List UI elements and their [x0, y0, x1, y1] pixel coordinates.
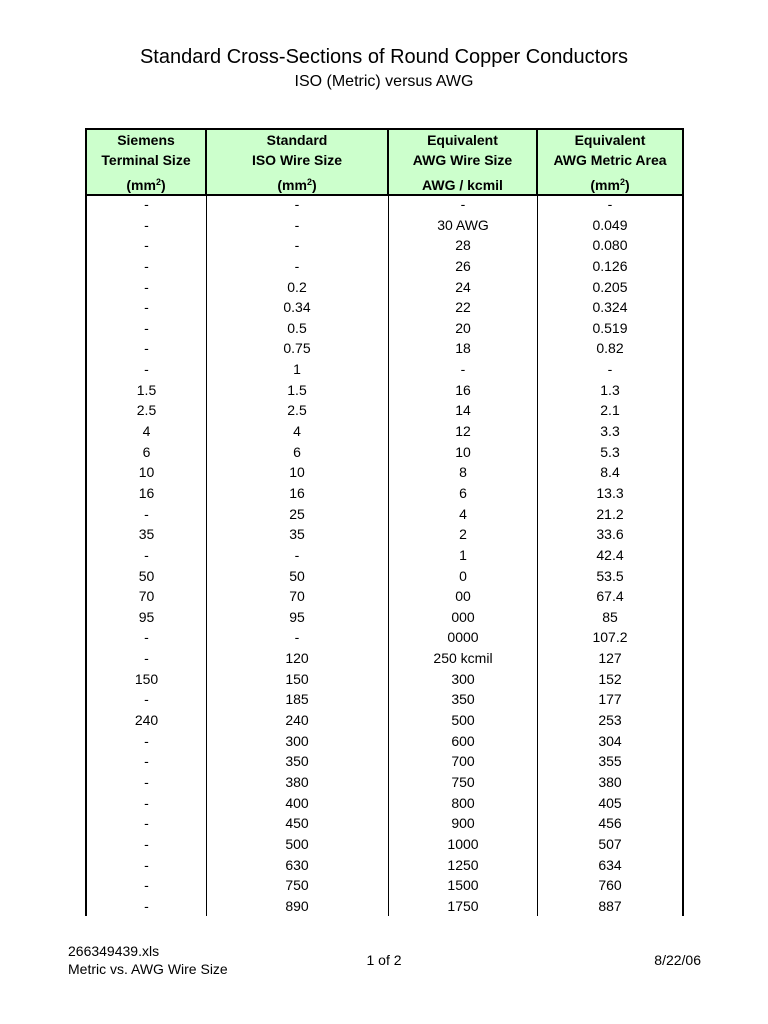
table-cell: 95 [138, 608, 155, 625]
table-cell: - [144, 216, 149, 233]
table-cell: - [144, 299, 149, 316]
table-cell: 70 [289, 588, 305, 605]
table-cell: 507 [598, 835, 622, 852]
table-cell: - [144, 773, 149, 790]
table-row [87, 586, 682, 607]
table-cell: 890 [285, 897, 309, 914]
footer-date: 8/22/06 [654, 952, 701, 968]
table-cell: 1.5 [136, 381, 157, 398]
table-cell: 35 [289, 526, 305, 543]
table-cell: 0.080 [592, 237, 628, 254]
table-cell: 350 [451, 691, 475, 708]
table-row [87, 338, 682, 359]
table-cell: 8 [459, 464, 467, 481]
table-cell: 2.1 [600, 402, 620, 419]
table-row [87, 256, 682, 277]
table-cell: - [607, 361, 613, 378]
table-row [87, 277, 682, 298]
table-row [87, 875, 682, 896]
table-cell: 240 [285, 712, 309, 729]
table-cell: 300 [285, 732, 309, 749]
table-cell: - [294, 546, 300, 563]
table-cell: 1250 [447, 856, 479, 873]
table-cell: 0.34 [283, 299, 311, 316]
table-cell: - [294, 216, 300, 233]
table-row [87, 648, 682, 669]
table-cell: 500 [451, 712, 475, 729]
table-cell: - [144, 753, 149, 770]
table-cell: 1500 [447, 877, 479, 894]
table-row [87, 855, 682, 876]
table-cell: 50 [138, 567, 155, 584]
table-cell: 1.5 [287, 381, 307, 398]
table-cell: 33.6 [596, 526, 624, 543]
table-cell: 6 [142, 443, 151, 460]
table-row [87, 400, 682, 421]
table-cell: 0 [459, 567, 467, 584]
table-cell: 0.5 [287, 319, 307, 336]
table-cell: 500 [285, 835, 309, 852]
table-cell: 177 [598, 691, 622, 708]
table-cell: 0.324 [592, 299, 628, 316]
table-cell: 4 [142, 423, 151, 440]
table-cell: - [144, 361, 149, 378]
table-cell: 450 [285, 815, 309, 832]
table-cell: 4 [293, 423, 301, 440]
table-cell: 00 [455, 588, 471, 605]
table-cell: 750 [451, 773, 475, 790]
table-row [87, 215, 682, 236]
header-equivalent-awg-wire-size: Equivalent AWG Wire Size AWG / kcmil [389, 130, 538, 194]
header-siemens-terminal-size: Siemens Terminal Size $(mm^2)$ [87, 130, 207, 194]
table-cell: 16 [289, 484, 305, 501]
table-body [87, 194, 682, 916]
table-cell: 750 [285, 877, 309, 894]
table-cell: 0.75 [283, 340, 311, 357]
table-cell: - [144, 319, 149, 336]
table-cell: - [144, 629, 149, 646]
table-cell: 380 [285, 773, 309, 790]
table-cell: 240 [134, 712, 159, 729]
table-cell: 456 [598, 815, 622, 832]
table-cell: 10 [455, 443, 471, 460]
table-cell: 1 [293, 361, 301, 378]
table-cell: 2 [459, 526, 467, 543]
table-cell: - [294, 237, 300, 254]
table-row [87, 483, 682, 504]
table-row [87, 504, 682, 525]
table-cell: - [144, 505, 149, 522]
table-cell: - [144, 650, 149, 667]
table-cell: 630 [285, 856, 309, 873]
table-cell: - [294, 196, 300, 212]
table-cell: 185 [285, 691, 309, 708]
table-header [85, 128, 684, 196]
table-row [87, 751, 682, 772]
table-row [87, 566, 682, 587]
table-cell: - [144, 237, 149, 254]
table-cell: 16 [455, 381, 471, 398]
table-row [87, 462, 682, 483]
table-cell: 127 [598, 650, 622, 667]
table-cell: 120 [285, 650, 309, 667]
table-cell: - [144, 278, 149, 295]
table-cell: 3.3 [600, 423, 620, 440]
table-cell: 300 [451, 670, 475, 687]
table-cell: 250 kcmil [433, 650, 493, 667]
table-cell: - [144, 340, 149, 357]
table-cell: 16 [138, 484, 155, 501]
table-row [87, 524, 682, 545]
page-title: Standard Cross-Sections of Round Copper Conductors [139, 46, 629, 68]
table-cell: 67.4 [596, 588, 624, 605]
table-cell: 8.4 [600, 464, 620, 481]
table-cell: - [144, 546, 149, 563]
table-cell: 0.126 [592, 257, 628, 274]
table-cell: 152 [598, 670, 622, 687]
table-cell: - [460, 361, 466, 378]
table-row [87, 607, 682, 628]
table-cell: - [144, 835, 149, 852]
table-cell: 253 [598, 712, 622, 729]
table-row [87, 380, 682, 401]
table-cell: 5.3 [600, 443, 620, 460]
table-cell: 25 [289, 505, 305, 522]
table-cell: 10 [289, 464, 305, 481]
table-row [87, 669, 682, 690]
header-standard-iso-wire-size: Standard ISO Wire Size $(mm^2)$ [207, 130, 389, 194]
table-row [87, 772, 682, 793]
table-row [87, 627, 682, 648]
table-cell: 1750 [447, 897, 479, 914]
table-cell: 1.3 [600, 381, 620, 398]
table-cell: 26 [455, 257, 471, 274]
table-row [87, 235, 682, 256]
table-row [87, 194, 682, 215]
table-cell: 14 [455, 402, 471, 419]
table-cell: - [144, 897, 149, 914]
table-cell: 6 [293, 443, 301, 460]
table-cell: 95 [289, 608, 305, 625]
table-cell: 304 [598, 732, 622, 749]
table-cell: 24 [455, 278, 471, 295]
table-cell: 0000 [447, 629, 479, 646]
table-cell: - [294, 257, 300, 274]
table-cell: - [144, 877, 149, 894]
table-row [87, 442, 682, 463]
table-cell: 0.82 [596, 340, 624, 357]
table-cell: 28 [455, 237, 471, 254]
table-row [87, 297, 682, 318]
table-cell: 634 [598, 856, 622, 873]
table-cell: 42.4 [596, 546, 624, 563]
footer-page-number: 1 of 2 [366, 952, 402, 968]
table-cell: 107.2 [592, 629, 628, 646]
table-cell: - [144, 691, 149, 708]
table-cell: - [144, 732, 149, 749]
footer-sheet-name: Metric vs. AWG Wire Size [68, 961, 228, 977]
table-cell: - [144, 196, 149, 212]
table-row [87, 813, 682, 834]
table-cell: 13.3 [596, 484, 624, 501]
table-cell: 35 [138, 526, 155, 543]
table-cell: 900 [451, 815, 475, 832]
table-row [87, 689, 682, 710]
table-cell: 50 [289, 567, 305, 584]
table-cell: 30 AWG [437, 216, 489, 233]
table-cell: 760 [598, 877, 622, 894]
table-row [87, 421, 682, 442]
table-row [87, 731, 682, 752]
table-cell: 53.5 [596, 567, 624, 584]
table-cell: 12 [455, 423, 471, 440]
table-cell: 20 [455, 319, 471, 336]
table-row [87, 710, 682, 731]
table-cell: 887 [598, 897, 622, 914]
table-row [87, 545, 682, 566]
table-cell: 70 [138, 588, 155, 605]
table-cell: - [144, 257, 149, 274]
table-cell: 0.2 [287, 278, 307, 295]
table-cell: 355 [598, 753, 622, 770]
table-cell: 85 [602, 608, 618, 625]
table-cell: 0.205 [592, 278, 628, 295]
table-cell: 4 [459, 505, 467, 522]
table-row [87, 318, 682, 339]
table-cell: 6 [459, 484, 467, 501]
table-row [87, 834, 682, 855]
table-cell: - [607, 196, 613, 212]
table-cell: 150 [134, 670, 159, 687]
table-cell: - [460, 196, 466, 212]
table-cell: 400 [285, 794, 309, 811]
table-cell: 405 [598, 794, 622, 811]
table-cell: 350 [285, 753, 309, 770]
table-cell: 10 [138, 464, 155, 481]
footer-filename: 266349439.xls [68, 943, 160, 959]
table-cell: 21.2 [596, 505, 624, 522]
table-cell: 2.5 [287, 402, 307, 419]
table-cell: 000 [451, 608, 475, 625]
table-cell: - [144, 815, 149, 832]
table-cell: 800 [451, 794, 475, 811]
page-subtitle: ISO (Metric) versus AWG [294, 73, 474, 90]
table-cell: 1000 [447, 835, 479, 852]
table-cell: 18 [455, 340, 471, 357]
header-equivalent-awg-metric-area: Equivalent AWG Metric Area $(mm^2)$ [553, 132, 667, 193]
table-cell: 22 [455, 299, 471, 316]
table-cell: 1 [459, 546, 467, 563]
table-row [87, 896, 682, 917]
table-cell: 700 [451, 753, 475, 770]
table-cell: 0.049 [592, 216, 628, 233]
table-cell: 2.5 [136, 402, 157, 419]
table-cell: 380 [598, 773, 622, 790]
table-cell: 600 [451, 732, 475, 749]
table-cell: - [294, 629, 300, 646]
table-cell: - [144, 794, 149, 811]
table-cell: 150 [285, 670, 309, 687]
table-cell: - [144, 856, 149, 873]
table-row [87, 359, 682, 380]
table-row [87, 793, 682, 814]
table-cell: 0.519 [592, 319, 628, 336]
